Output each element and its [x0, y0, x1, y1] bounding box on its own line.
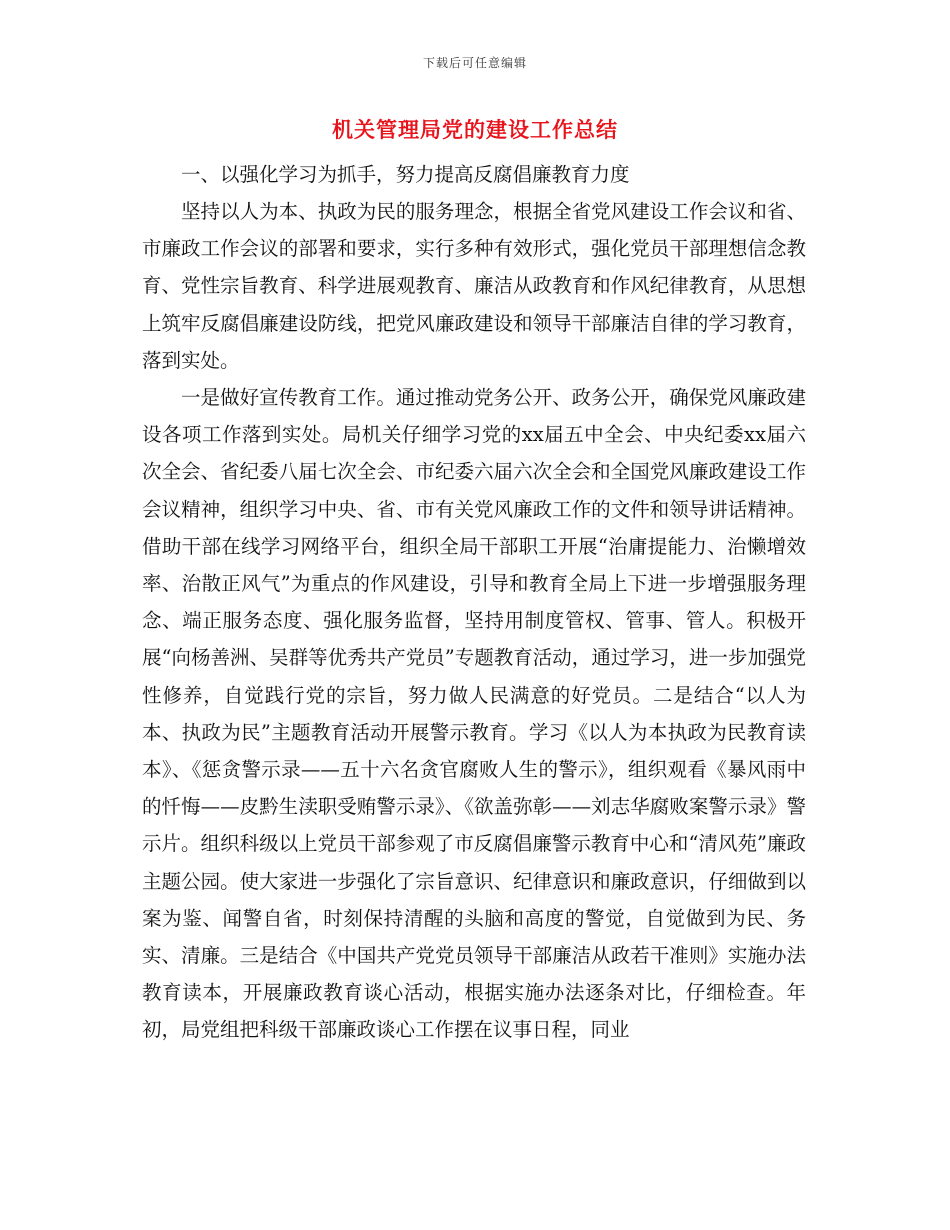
header-note: 下载后可任意编辑: [422, 56, 527, 70]
page-title: 机关管理局党的建设工作总结: [332, 117, 618, 142]
paragraph: 坚持以人为本、执政为民的服务理念，根据全省党风建设工作会议和省、市廉政工作会议的部署和要求，实行多种有效形式，强化党员干部理想信念教育、党性宗旨教育、科学进展观教育、廉洁从政教育和作风纪律教育，从思想上筑牢反腐倡廉建设防线，把党风廉政建设和领导干部廉洁自律的学习教育，落到实处。: [142, 200, 806, 372]
section-heading: 一、以强化学习为抓手，努力提高反腐倡廉教育力度: [181, 163, 630, 186]
paragraph: 一是做好宣传教育工作。通过推动党务公开、政务公开，确保党风廉政建设各项工作落到实处。局机关仔细学习党的xx届五中全会、中央纪委xx届六次全会、省纪委八届七次全会、市纪委六届六次全会和全国党风廉政建设工作会议精神，组织学习中央、省、市有关党风廉政工作的文件和领导讲话精神。借助干部在线学习网络平台，组织全局干部职工开展“治庸提能力、治懒增效率、治散正风气”为重点的作风建设，引导和教育全局上下进一步增强服务理念、端正服务态度、强化服务监督，坚持用制度管权、管事、管人。积极开展“向杨善洲、吴群等优秀共产党员”专题教育活动，通过学习，进一步加强党性修养，自觉践行党的宗旨，努力做人民满意的好党员。二是结合“以人为本、执政为民”主题教育活动开展警示教育。学习《以人为本执政为民教育读本》、《惩贪警示录——五十六名贪官腐败人生的警示》，组织观看《暴风雨中的忏悔——皮黔生渎职受贿警示录》、《欲盖弥彰——刘志华腐败案警示录》警示片。组织科级以上党员干部参观了市反腐倡廉警示教育中心和“清风苑”廉政主题公园。使大家进一步强化了宗旨意识、纪律意识和廉政意识，仔细做到以案为鉴、闻警自省，时刻保持清醒的头脑和高度的警觉，自觉做到为民、务实、清廉。三是结合《中国共产党党员领导干部廉洁从政若干准则》实施办法教育读本，开展廉政教育谈心活动，根据实施办法逐条对比，仔细检查。年初，局党组把科级干部廉政谈心工作摆在议事日程，同业: [142, 386, 806, 1042]
